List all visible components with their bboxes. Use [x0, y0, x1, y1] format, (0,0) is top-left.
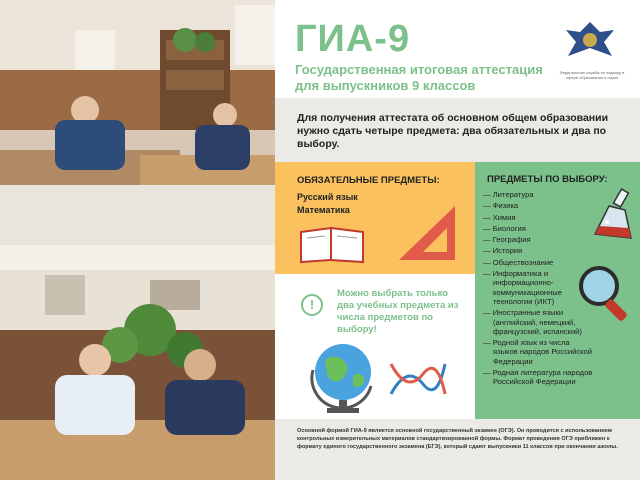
intro-text: Для получения аттестата об основном общем образовании нужно сдать четыре предмета: два обязательных и два по выбору. — [297, 112, 609, 150]
magnifier-icon — [575, 262, 637, 326]
mandatory-subject: Математика — [297, 205, 350, 215]
list-item: — Родная литература народов Российской Федерации — [483, 368, 593, 387]
globe-icon — [305, 340, 385, 416]
choice-note-text: Можно выбрать только два учебных предмета из числа предметов по выбору! — [337, 288, 459, 335]
list-item: — Биология — [483, 223, 526, 233]
book-icon — [297, 224, 367, 264]
intro-band — [275, 98, 640, 162]
flask-icon — [587, 188, 637, 244]
list-item: — Химия — [483, 212, 516, 222]
classroom-photo-girls — [0, 270, 275, 480]
list-item: — Обществознание — [483, 257, 554, 267]
footer-band — [275, 419, 640, 480]
ruler-triangle-icon — [393, 202, 463, 264]
mandatory-heading: ОБЯЗАТЕЛЬНЫЕ ПРЕДМЕТЫ: — [297, 175, 440, 186]
elective-subjects-block — [475, 162, 640, 419]
footer-text: Основной формой ГИА-9 является основной государственный экзамен (ОГЭ). Он проводится с использованием контрольных измерительных материалов стандартизированной формы. Формат проведения ОГЭ приближен к формату единого государственного экзамена (ЕГЭ), который сдают выпускники 11 классов при окончании школы. — [297, 428, 618, 450]
exclamation-icon: ! — [301, 294, 323, 316]
list-item: — История — [483, 246, 523, 256]
list-item: — Литература — [483, 190, 534, 199]
mandatory-subjects-block — [275, 162, 475, 274]
list-item: — Физика — [483, 201, 519, 211]
classroom-photo-boys — [0, 0, 275, 245]
page-title: ГИА-9 — [295, 18, 411, 60]
page-subtitle: Государственная итоговая аттестация для выпускников 9 классов — [295, 62, 543, 93]
logo-caption: Федеральная служба по надзору в сфере образования и науки — [559, 70, 625, 80]
info-panel — [275, 0, 640, 480]
elective-heading: ПРЕДМЕТЫ ПО ВЫБОРУ: — [487, 174, 608, 185]
list-item: — География — [483, 235, 531, 245]
choice-note-block — [275, 274, 475, 419]
mandatory-subject: Русский язык — [297, 192, 358, 202]
list-item: — Родной язык из числа языков народов Российской Федерации — [483, 338, 593, 366]
photo-collage — [0, 0, 275, 480]
list-item: — Информатика и информационно-коммуникационные технологии (ИКТ) — [483, 269, 562, 306]
dna-icon — [387, 354, 447, 404]
list-item: — Иностранные языки (английский, немецкий, французский, испанский) — [483, 308, 582, 336]
